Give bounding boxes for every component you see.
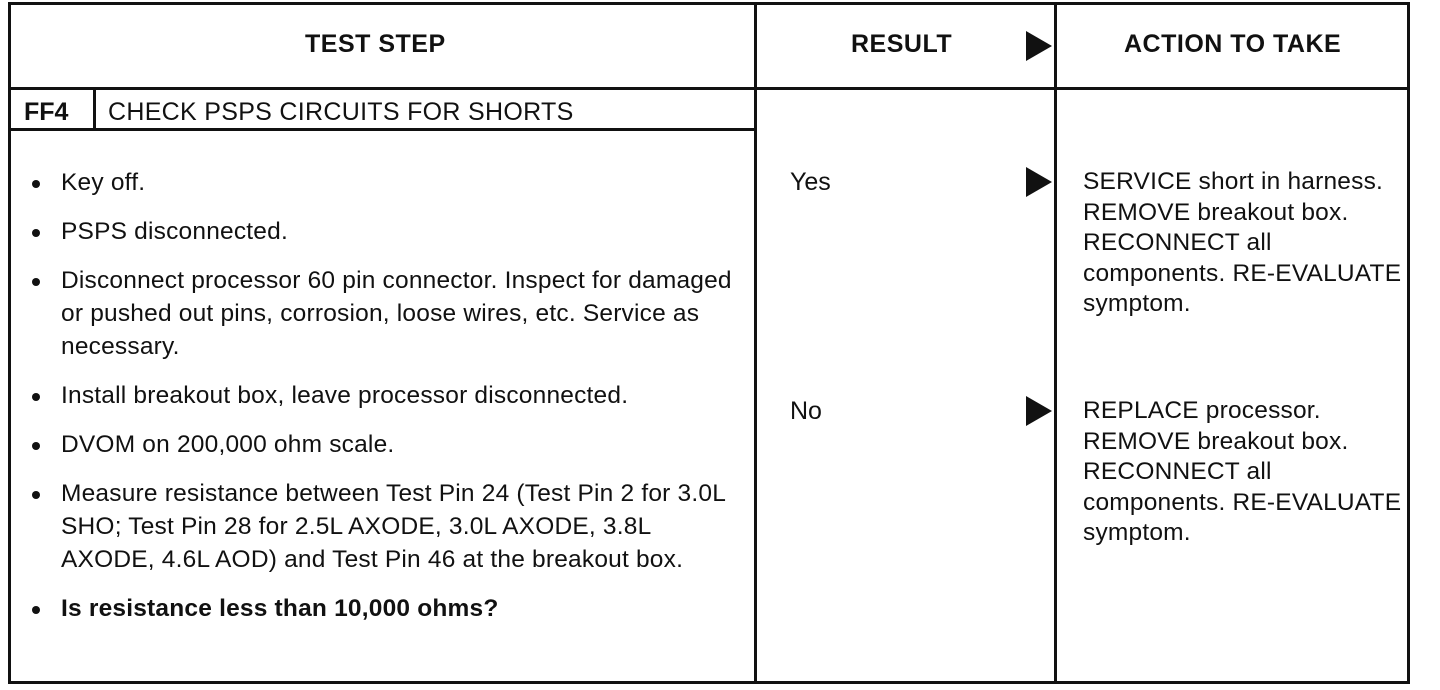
bullet-icon xyxy=(32,491,40,499)
result-no: No xyxy=(790,397,822,425)
column-divider-result-action xyxy=(1054,2,1057,684)
column-divider-test-result xyxy=(754,2,757,684)
bullet-icon xyxy=(32,180,40,188)
header-test-step: TEST STEP xyxy=(305,30,446,58)
test-step-question: Is resistance less than 10,000 ohms? xyxy=(30,592,740,625)
test-step-list xyxy=(30,166,740,641)
result-yes-arrow-icon xyxy=(1026,167,1052,197)
step-id: FF4 xyxy=(24,98,69,126)
bullet-icon xyxy=(32,393,40,401)
test-step-item: Install breakout box, leave processor disconnected. xyxy=(30,379,740,412)
test-step-item: Disconnect processor 60 pin connector. Inspect for damaged or pushed out pins, corrosion, loose wires, etc. Service as necessary. xyxy=(30,264,740,363)
action-yes: SERVICE short in harness. REMOVE breakout box. RECONNECT all components. RE-EVALUATE symptom. xyxy=(1083,168,1402,317)
header-result: RESULT xyxy=(851,30,953,58)
step-title: CHECK PSPS CIRCUITS FOR SHORTS xyxy=(108,98,574,126)
test-step-item: DVOM on 200,000 ohm scale. xyxy=(30,428,740,461)
bullet-icon xyxy=(32,278,40,286)
bullet-icon xyxy=(32,442,40,450)
test-step-item: Measure resistance between Test Pin 24 (Test Pin 2 for 3.0L SHO; Test Pin 28 for 2.5L AXODE, 3.0L AXODE, 3.8L AXODE, 4.6L AOD) and Test Pin 46 at the breakout box. xyxy=(30,477,740,576)
header-action: ACTION TO TAKE xyxy=(1124,30,1342,58)
test-step-item: PSPS disconnected. xyxy=(30,215,740,248)
test-step-item: Key off. xyxy=(30,166,740,199)
result-yes: Yes xyxy=(790,168,831,196)
header-arrow-icon xyxy=(1026,31,1052,61)
bullet-icon xyxy=(32,229,40,237)
action-no: REPLACE processor. REMOVE breakout box. RECONNECT all components. RE-EVALUATE symptom. xyxy=(1083,397,1402,546)
result-no-arrow-icon xyxy=(1026,396,1052,426)
step-id-divider xyxy=(93,88,96,130)
bullet-icon xyxy=(32,606,40,614)
step-title-rule xyxy=(8,128,756,131)
header-rule xyxy=(8,87,1410,90)
